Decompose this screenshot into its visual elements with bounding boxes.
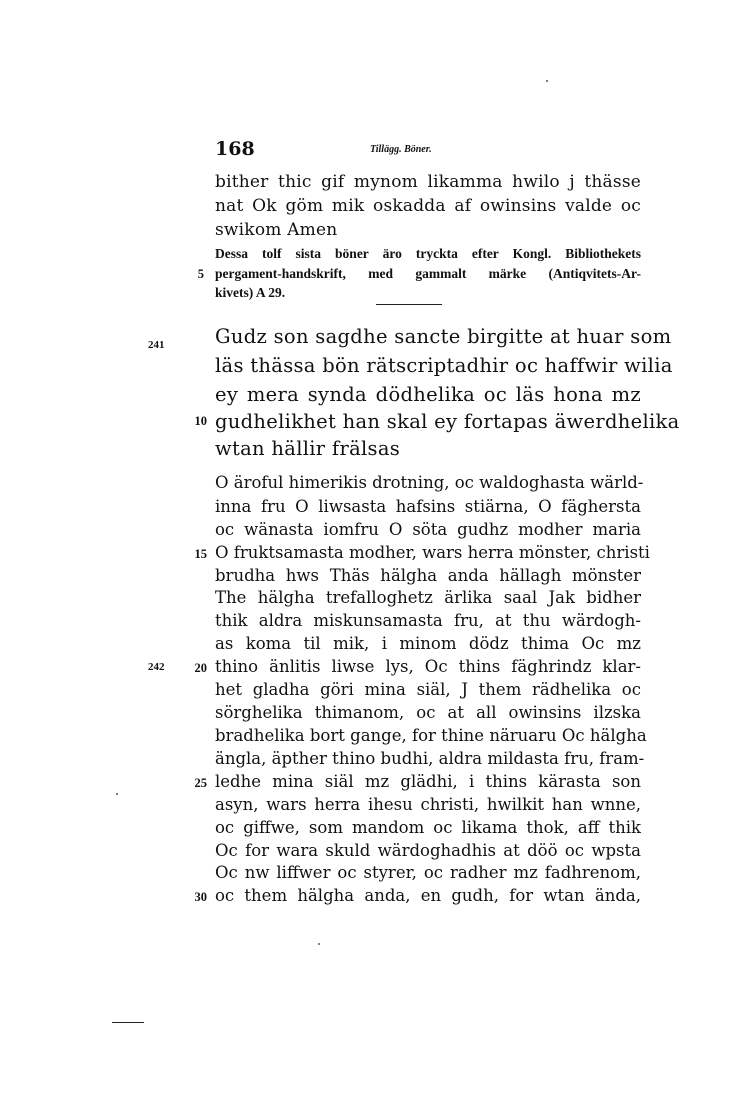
running-title: Tillägg. Böner. bbox=[370, 144, 432, 155]
heading-line: ey mera synda dödhelika oc läs hona mz bbox=[215, 383, 641, 406]
prayer-line: The hälgha trefalloghetz ärlika saal Jak bidher bbox=[215, 588, 641, 607]
line-number: 30 bbox=[194, 890, 207, 904]
text-line: bither thic gif mynom likamma hwilo j thässe bbox=[215, 172, 641, 192]
editor-note-line: Dessa tolf sista böner äro tryckta efter Kongl. Bibliothekets bbox=[215, 246, 641, 261]
prayer-line: het gladha göri mina siäl, J them rädhelika oc bbox=[215, 680, 641, 699]
prayer-line: Oc for wara skuld wärdoghadhis at döö oc wpsta bbox=[215, 841, 641, 860]
page-header bbox=[215, 138, 665, 164]
line-number: 15 bbox=[194, 547, 207, 561]
editor-note-line: pergament-handskrift, med gammalt märke (Antiqvitets-Ar- bbox=[215, 266, 641, 281]
line-number: 20 bbox=[194, 661, 207, 675]
paper-speck bbox=[318, 943, 320, 945]
line-number: 10 bbox=[194, 414, 207, 428]
prayer-line: oc them hälgha anda, en gudh, for wtan ända, bbox=[215, 886, 641, 905]
prayer-line: thino änlitis liwse lys, Oc thins fäghrindz klar- bbox=[215, 657, 641, 676]
paper-speck bbox=[116, 793, 118, 795]
prayer-line: oc wänasta iomfru O söta gudhz modher maria bbox=[215, 520, 641, 539]
prayer-line: thik aldra miskunsamasta fru, at thu wärdogh- bbox=[215, 611, 641, 630]
margin-number: 242 bbox=[148, 661, 165, 673]
prayer-line: sörghelika thimanom, oc at all owinsins ilzska bbox=[215, 703, 641, 722]
prayer-line: inna fru O liwsasta hafsins stiärna, O fäghersta bbox=[215, 497, 641, 516]
paper-speck bbox=[546, 80, 548, 82]
prayer-line: oc giffwe, som mandom oc likama thok, aff thik bbox=[215, 818, 641, 837]
heading-line: läs thässa bön rätscriptadhir oc haffwir wilia bbox=[215, 354, 673, 377]
section-rule bbox=[376, 304, 442, 305]
heading-line: gudhelikhet han skal ey fortapas äwerdhelika bbox=[215, 410, 680, 433]
prayer-line: brudha hws Thäs hälgha anda hällagh mönster bbox=[215, 566, 641, 585]
prayer-line: asyn, wars herra ihesu christi, hwilkit han wnne, bbox=[215, 795, 641, 814]
editor-note-line: kivets) A 29. bbox=[215, 285, 286, 300]
footer-mark bbox=[112, 1022, 144, 1023]
prayer-line: bradhelika bort gange, for thine näruaru Oc hälgha bbox=[215, 726, 647, 745]
heading-line: Gudz son sagdhe sancte birgitte at huar som bbox=[215, 325, 672, 348]
prayer-line: O fruktsamasta modher, wars herra mönster, christi bbox=[215, 543, 650, 562]
text-line: swikom Amen bbox=[215, 220, 338, 240]
line-number: 25 bbox=[194, 776, 207, 790]
prayer-line: ledhe mina siäl mz glädhi, i thins kärasta son bbox=[215, 772, 641, 791]
page-number: 168 bbox=[215, 138, 255, 160]
prayer-line: as koma til mik, i minom dödz thima Oc mz bbox=[215, 634, 641, 653]
text-line: nat Ok göm mik oskadda af owinsins valde oc bbox=[215, 196, 641, 216]
margin-number: 241 bbox=[148, 339, 165, 351]
line-number: 5 bbox=[197, 267, 204, 281]
prayer-line: ängla, äpther thino budhi, aldra mildasta fru, fram- bbox=[215, 749, 645, 768]
prayer-line: Oc nw liffwer oc styrer, oc radher mz fadhrenom, bbox=[215, 863, 641, 882]
prayer-line: O äroful himerikis drotning, oc waldoghasta wärld- bbox=[215, 473, 644, 492]
heading-line: wtan hällir frälsas bbox=[215, 437, 401, 460]
